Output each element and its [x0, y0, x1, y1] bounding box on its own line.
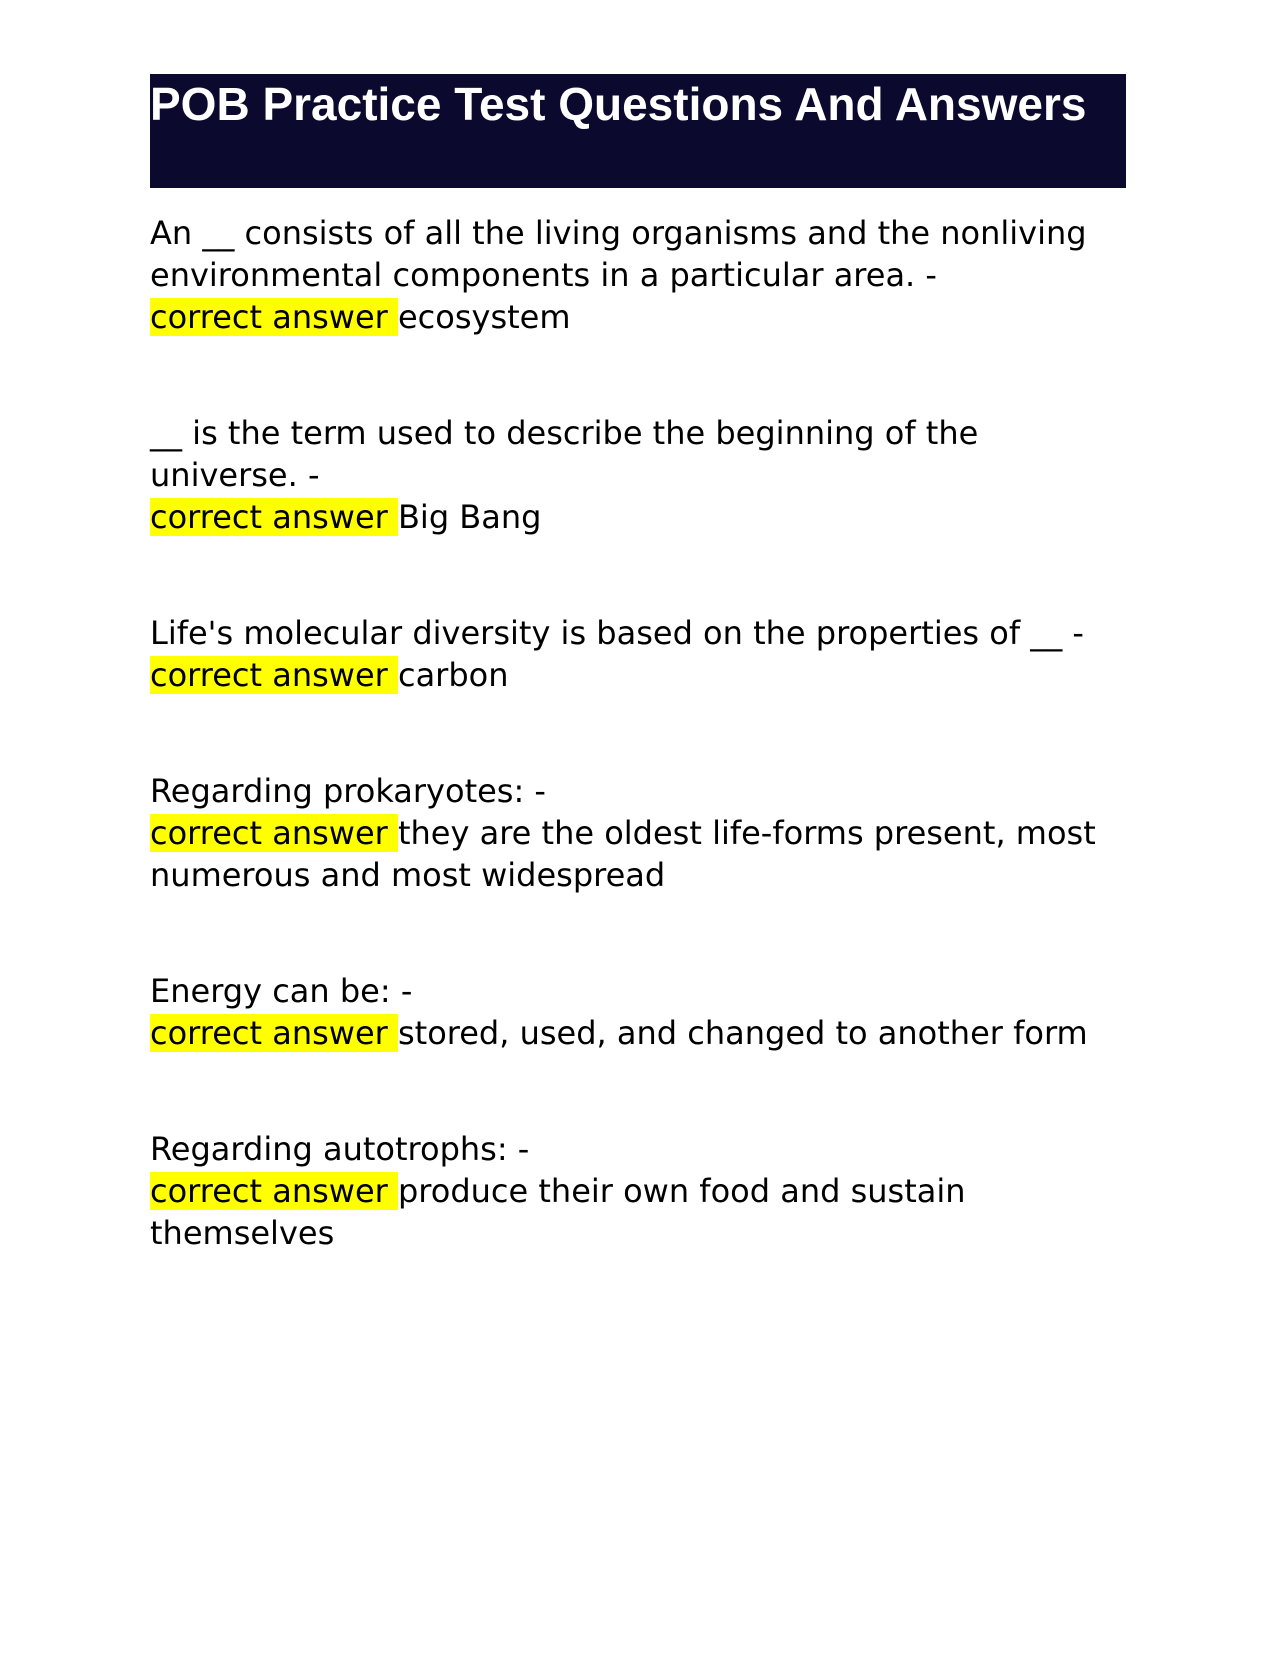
question-text: Life's molecular diversity is based on the properties of __ -: [150, 614, 1084, 652]
answer-text: they are the oldest life-forms present, most numerous and most widespread: [150, 814, 1096, 894]
answer-text: carbon: [397, 656, 509, 694]
question-text: Regarding prokaryotes: -: [150, 772, 546, 810]
answer-line: [150, 496, 1126, 538]
correct-answer-label: correct answer: [150, 298, 398, 336]
correct-answer-label: correct answer: [150, 656, 398, 694]
correct-answer-label: correct answer: [150, 1014, 398, 1052]
correct-answer-label: correct answer: [150, 814, 398, 852]
answer-line: [150, 1170, 1126, 1254]
answer-text: ecosystem: [397, 298, 571, 336]
answer-text: stored, used, and changed to another form: [397, 1014, 1088, 1052]
answer-line: [150, 296, 1126, 338]
qa-item: [150, 770, 1126, 896]
answer-line: [150, 654, 1126, 696]
qa-item: [150, 212, 1126, 338]
answer-text: produce their own food and sustain themselves: [150, 1172, 966, 1252]
qa-item: [150, 970, 1126, 1054]
document-page: [150, 74, 1126, 1328]
document-title: POB Practice Test Questions And Answers: [150, 74, 1126, 188]
question-text: Regarding autotrophs: -: [150, 1130, 530, 1168]
answer-line: [150, 1012, 1126, 1054]
qa-list: [150, 212, 1126, 1254]
qa-item: [150, 412, 1126, 538]
correct-answer-label: correct answer: [150, 498, 398, 536]
qa-item: [150, 1128, 1126, 1254]
question-text: An __ consists of all the living organisms and the nonliving environmental components in a particular area. -: [150, 214, 1087, 294]
answer-text: Big Bang: [397, 498, 542, 536]
correct-answer-label: correct answer: [150, 1172, 398, 1210]
answer-line: [150, 812, 1126, 896]
qa-item: [150, 612, 1126, 696]
question-text: Energy can be: -: [150, 972, 413, 1010]
question-text: __ is the term used to describe the beginning of the universe. -: [150, 414, 979, 494]
